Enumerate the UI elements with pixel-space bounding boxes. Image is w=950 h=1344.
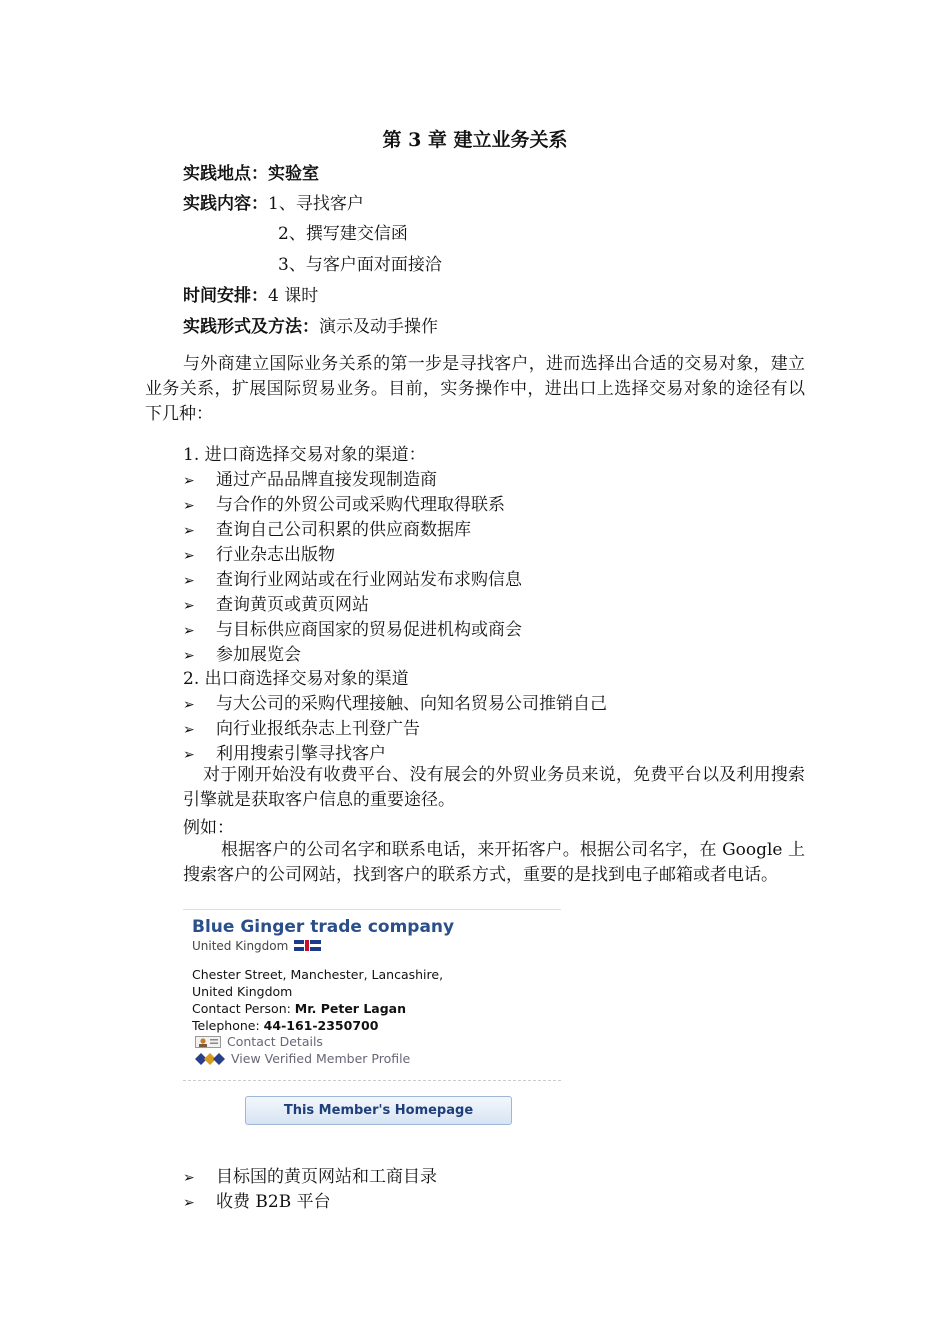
location-label: 实践地点： bbox=[183, 164, 268, 184]
location-line bbox=[183, 159, 319, 184]
content-label: 实践内容： bbox=[183, 194, 268, 214]
contact-details-text: Contact Details bbox=[227, 1034, 323, 1049]
bullet-arrow-icon: ➢ bbox=[183, 598, 195, 614]
list-item bbox=[183, 540, 335, 565]
verified-profile-link[interactable] bbox=[195, 1051, 410, 1066]
content-line bbox=[183, 189, 364, 214]
verified-profile-text: View Verified Member Profile bbox=[231, 1051, 411, 1066]
list-item bbox=[183, 490, 505, 515]
card-top-border bbox=[183, 909, 561, 910]
bullet-arrow-icon: ➢ bbox=[183, 722, 195, 738]
intro-paragraph: 与外商建立国际业务关系的第一步是寻找客户，进而选择出合适的交易对象，建立业务关系，扩展国际贸易业务。目前，实务操作中，进出口上选择交易对象的途径有以下几种： bbox=[145, 354, 805, 424]
paragraph-2: 对于刚开始没有收费平台、没有展会的外贸业务员来说，免费平台以及利用搜索引擎就是获取客户信息的重要途径。 bbox=[183, 765, 805, 810]
list-item bbox=[183, 1187, 331, 1212]
list-item-text: 向行业报纸杂志上刊登广告 bbox=[216, 719, 420, 739]
bullet-arrow-icon: ➢ bbox=[183, 697, 195, 713]
uk-flag-icon bbox=[294, 940, 321, 951]
list-item-text: 参加展览会 bbox=[216, 645, 301, 665]
contact-details-link[interactable] bbox=[195, 1034, 323, 1049]
bullet-arrow-icon: ➢ bbox=[183, 623, 195, 639]
location-value: 实验室 bbox=[268, 164, 319, 184]
contact-value: Mr. Peter Lagan bbox=[294, 1001, 407, 1016]
contact-label: Contact Person: bbox=[192, 1001, 295, 1016]
phone-label: Telephone: bbox=[192, 1018, 264, 1033]
method-value: 演示及动手操作 bbox=[319, 317, 438, 337]
list-item-text: 与大公司的采购代理接触、向知名贸易公司推销自己 bbox=[216, 694, 607, 714]
section1-heading: 1. 进口商选择交易对象的渠道： bbox=[183, 445, 426, 465]
verified-diamond-icon bbox=[195, 1053, 225, 1065]
list-item-text: 查询自己公司积累的供应商数据库 bbox=[216, 520, 471, 540]
bullet-arrow-icon: ➢ bbox=[183, 747, 195, 763]
list-item bbox=[183, 1162, 437, 1187]
content-item-2: 2、撰写建交信函 bbox=[278, 224, 408, 244]
company-country bbox=[192, 939, 321, 953]
company-name[interactable]: Blue Ginger trade company bbox=[192, 917, 455, 937]
list-item-text: 收费 B2B 平台 bbox=[216, 1192, 331, 1212]
paragraph-3: 根据客户的公司名字和联系电话，来开拓客户。根据公司名字，在 Google 上搜索客户的公司网站，找到客户的联系方式，重要的是找到电子邮箱或者电话。 bbox=[183, 840, 805, 885]
list-item bbox=[183, 615, 522, 640]
list-item-text: 查询行业网站或在行业网站发布求购信息 bbox=[216, 570, 522, 590]
list-item bbox=[183, 590, 369, 615]
list-item-text: 目标国的黄页网站和工商目录 bbox=[216, 1167, 437, 1187]
member-homepage-button[interactable]: This Member's Homepage bbox=[245, 1096, 512, 1125]
list-item-text: 行业杂志出版物 bbox=[216, 545, 335, 565]
list-item bbox=[183, 714, 420, 739]
content-item-1: 1、寻找客户 bbox=[268, 194, 364, 214]
list-item bbox=[183, 739, 386, 764]
list-item-text: 与目标供应商国家的贸易促进机构或商会 bbox=[216, 620, 522, 640]
contact-person bbox=[192, 1001, 406, 1016]
time-label: 时间安排： bbox=[183, 286, 268, 306]
section2-heading: 2. 出口商选择交易对象的渠道 bbox=[183, 669, 409, 689]
list-item-text: 利用搜索引擎寻找客户 bbox=[216, 744, 386, 764]
content-item-3: 3、与客户面对面接洽 bbox=[278, 255, 442, 275]
bullet-arrow-icon: ➢ bbox=[183, 523, 195, 539]
time-line bbox=[183, 281, 318, 306]
list-item bbox=[183, 515, 471, 540]
bullet-arrow-icon: ➢ bbox=[183, 498, 195, 514]
card-divider bbox=[183, 1080, 561, 1081]
bullet-arrow-icon: ➢ bbox=[183, 1170, 195, 1186]
list-item-text: 与合作的外贸公司或采购代理取得联系 bbox=[216, 495, 505, 515]
list-item bbox=[183, 640, 301, 665]
telephone bbox=[192, 1018, 378, 1033]
list-item-text: 查询黄页或黄页网站 bbox=[216, 595, 369, 615]
phone-value: 44-161-2350700 bbox=[263, 1018, 379, 1033]
company-card bbox=[183, 909, 563, 1139]
time-value: 4 课时 bbox=[268, 286, 319, 306]
method-line bbox=[183, 312, 438, 337]
list-item bbox=[183, 689, 607, 714]
country-text: United Kingdom bbox=[192, 939, 289, 953]
page-title: 第 3 章 建立业务关系 bbox=[382, 129, 568, 151]
bullet-arrow-icon: ➢ bbox=[183, 548, 195, 564]
list-item bbox=[183, 565, 522, 590]
list-item-text: 通过产品品牌直接发现制造商 bbox=[216, 470, 437, 490]
address-line-1: Chester Street, Manchester, Lancashire, bbox=[192, 967, 444, 982]
bullet-arrow-icon: ➢ bbox=[183, 1195, 195, 1211]
address-line-2: United Kingdom bbox=[192, 984, 293, 999]
bullet-arrow-icon: ➢ bbox=[183, 648, 195, 664]
bullet-arrow-icon: ➢ bbox=[183, 573, 195, 589]
example-label: 例如： bbox=[183, 818, 234, 838]
list-item bbox=[183, 465, 437, 490]
contact-card-icon bbox=[195, 1036, 221, 1048]
bullet-arrow-icon: ➢ bbox=[183, 473, 195, 489]
method-label: 实践形式及方法： bbox=[183, 317, 319, 337]
